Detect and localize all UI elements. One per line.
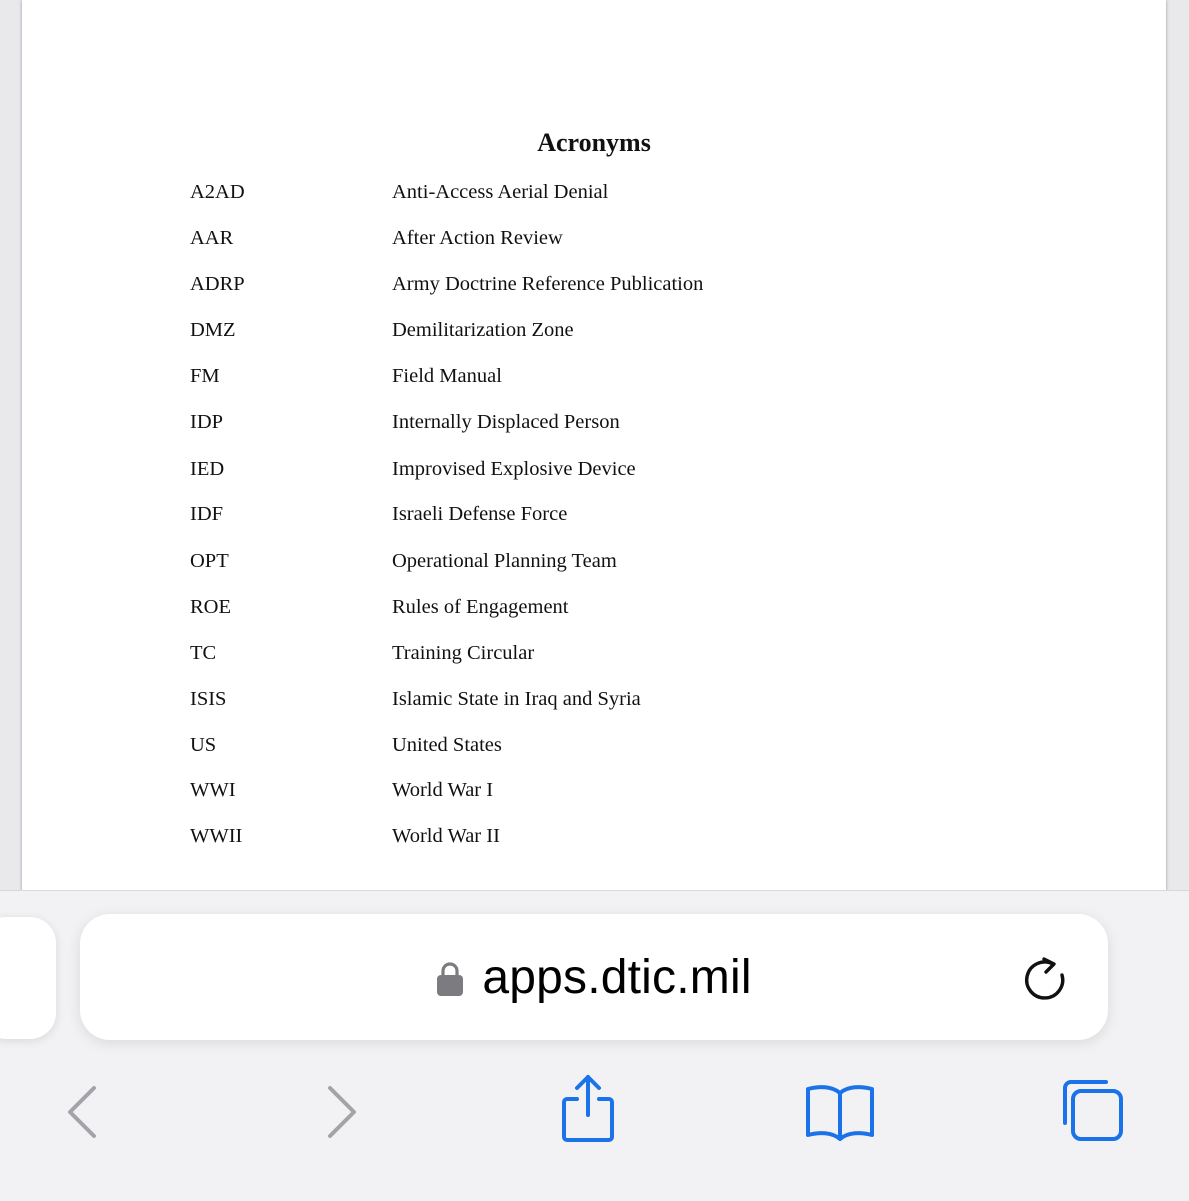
- acronym-row: [22, 458, 1166, 488]
- acronym-row: [22, 642, 1166, 672]
- browser-toolbar: [0, 890, 1189, 1201]
- acronym-row: [22, 503, 1166, 533]
- acronym-abbreviation: ADRP: [190, 273, 245, 295]
- acronym-abbreviation: ROE: [190, 596, 231, 618]
- bookmarks-button[interactable]: [805, 1077, 875, 1147]
- acronym-abbreviation: IDP: [190, 411, 224, 433]
- acronym-row: [22, 734, 1166, 764]
- acronym-row: [22, 181, 1166, 211]
- acronym-definition: Demilitarization Zone: [392, 319, 574, 341]
- book-icon: [805, 1077, 875, 1147]
- acronym-definition: Field Manual: [392, 365, 502, 387]
- acronym-definition: After Action Review: [392, 227, 563, 249]
- acronym-abbreviation: FM: [190, 365, 220, 387]
- acronym-abbreviation: OPT: [190, 550, 229, 572]
- acronym-row: [22, 550, 1166, 580]
- acronym-definition: World War II: [392, 825, 500, 847]
- acronym-definition: Islamic State in Iraq and Syria: [392, 688, 641, 710]
- acronym-definition: Operational Planning Team: [392, 550, 617, 572]
- acronym-row: [22, 273, 1166, 303]
- lock-icon: [436, 961, 464, 997]
- reload-icon[interactable]: [1020, 954, 1070, 1004]
- acronym-definition: Internally Displaced Person: [392, 411, 620, 433]
- acronym-abbreviation: IDF: [190, 503, 224, 525]
- tabs-button[interactable]: [1056, 1077, 1126, 1147]
- acronym-abbreviation: ISIS: [190, 688, 227, 710]
- address-bar[interactable]: [80, 914, 1108, 1040]
- acronym-row: [22, 365, 1166, 395]
- share-button[interactable]: [553, 1073, 623, 1143]
- acronym-definition: Israeli Defense Force: [392, 503, 568, 525]
- acronym-definition: United States: [392, 734, 502, 756]
- acronym-abbreviation: WWII: [190, 825, 243, 847]
- url-text[interactable]: apps.dtic.mil: [482, 950, 752, 1004]
- acronym-definition: Rules of Engagement: [392, 596, 569, 618]
- previous-tab-preview[interactable]: [0, 917, 56, 1039]
- acronym-row: [22, 319, 1166, 349]
- tabs-icon: [1056, 1077, 1126, 1147]
- acronym-abbreviation: A2AD: [190, 181, 245, 203]
- pdf-page: [22, 0, 1166, 890]
- acronym-definition: Army Doctrine Reference Publication: [392, 273, 704, 295]
- acronym-abbreviation: IED: [190, 458, 225, 480]
- acronym-definition: Training Circular: [392, 642, 535, 664]
- forward-button[interactable]: [306, 1077, 376, 1147]
- acronym-abbreviation: US: [190, 734, 217, 756]
- acronym-row: [22, 411, 1166, 441]
- acronym-abbreviation: DMZ: [190, 319, 236, 341]
- acronym-definition: Improvised Explosive Device: [392, 458, 636, 480]
- acronym-row: [22, 825, 1166, 855]
- chevron-right-icon: [306, 1077, 376, 1147]
- acronym-row: [22, 779, 1166, 809]
- acronym-abbreviation: AAR: [190, 227, 234, 249]
- acronym-definition: Anti-Access Aerial Denial: [392, 181, 609, 203]
- acronym-row: [22, 227, 1166, 257]
- acronym-definition: World War I: [392, 779, 494, 801]
- page-title: Acronyms: [537, 128, 651, 157]
- chevron-left-icon: [48, 1077, 118, 1147]
- acronym-abbreviation: TC: [190, 642, 217, 664]
- back-button[interactable]: [48, 1077, 118, 1147]
- share-icon: [553, 1073, 623, 1143]
- acronym-row: [22, 688, 1166, 718]
- url-display[interactable]: [80, 914, 1108, 1040]
- acronym-abbreviation: WWI: [190, 779, 236, 801]
- acronym-row: [22, 596, 1166, 626]
